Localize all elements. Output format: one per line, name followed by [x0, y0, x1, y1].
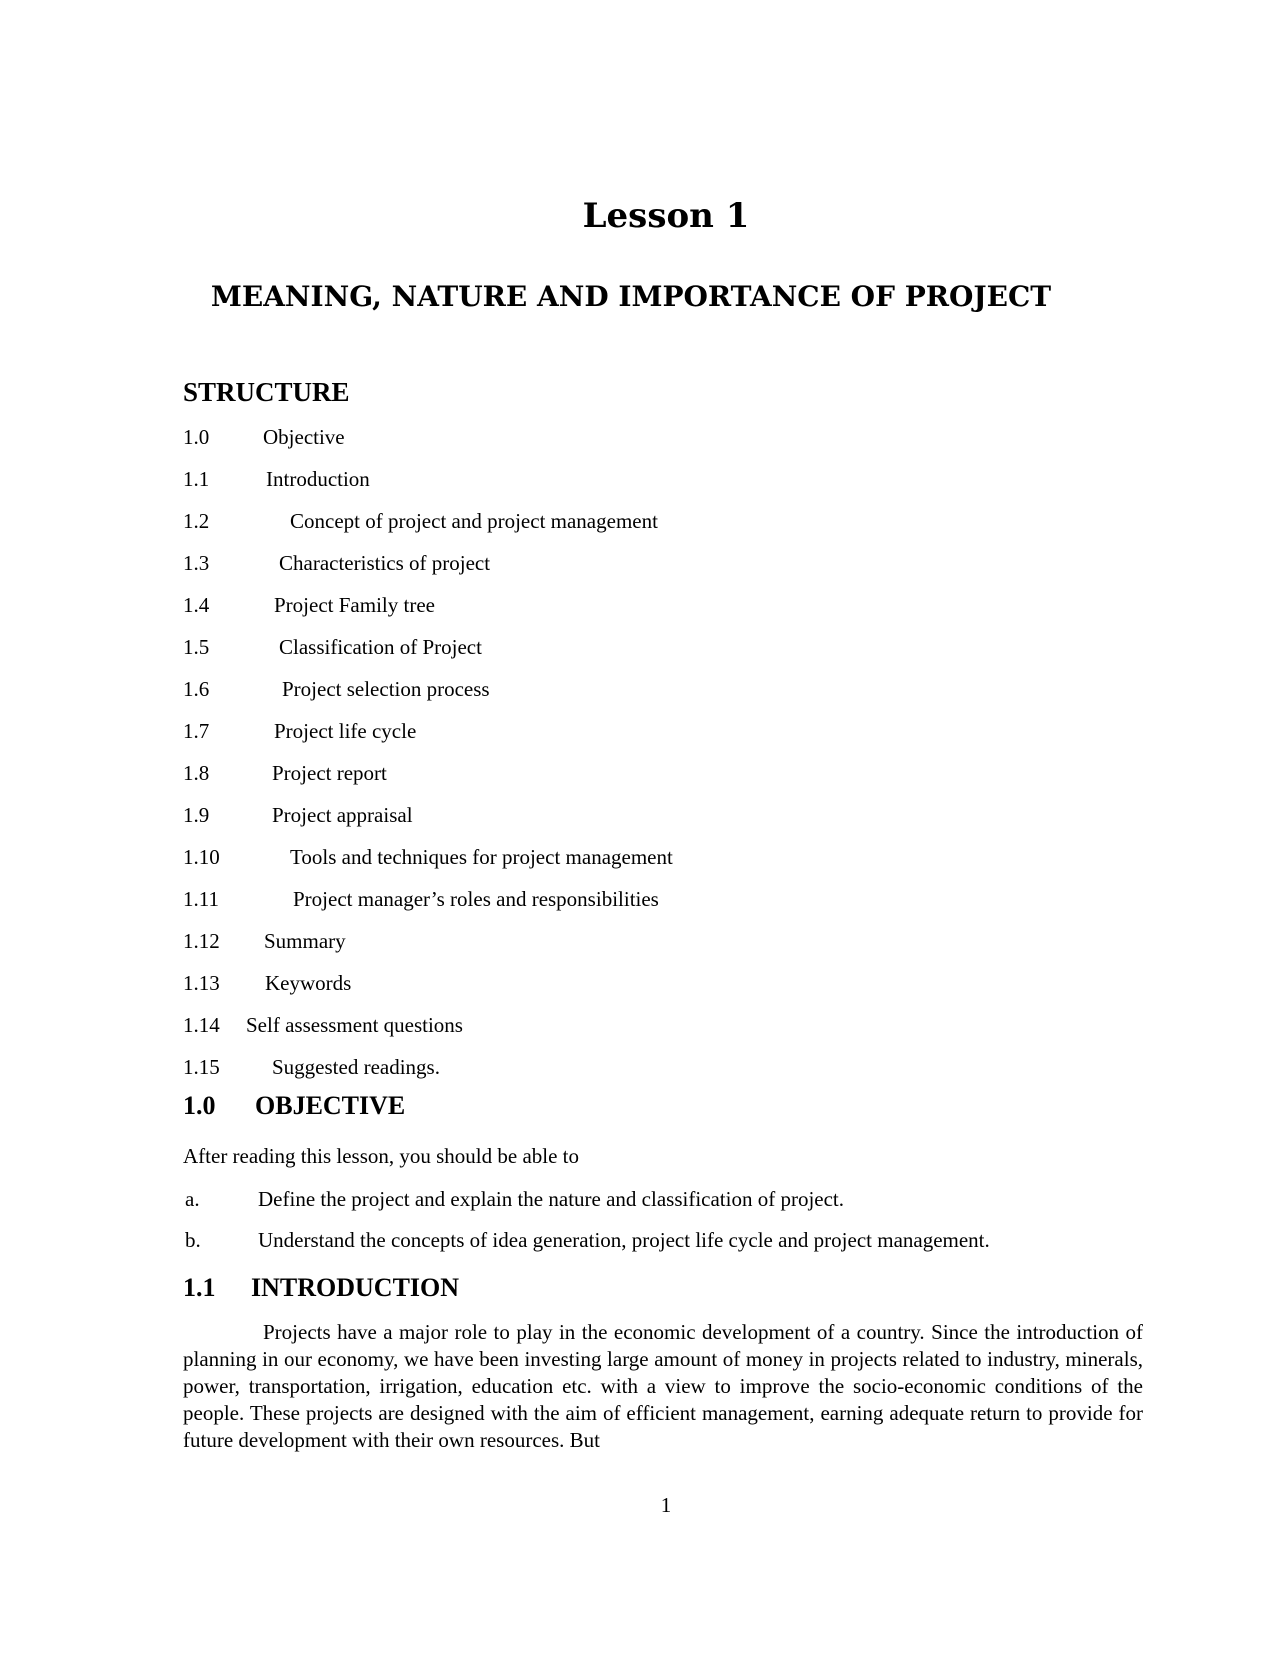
- structure-item-number: 1.7: [183, 719, 210, 743]
- structure-item: [183, 591, 673, 633]
- page-number: 1: [660, 1493, 672, 1517]
- structure-item-label: Classification of Project: [279, 635, 482, 659]
- objective-intro: After reading this lesson, you should be able to: [183, 1144, 580, 1168]
- structure-item-number: 1.15: [183, 1055, 220, 1079]
- structure-item-number: 1.3: [183, 551, 210, 575]
- structure-item: [183, 1053, 673, 1095]
- structure-item-number: 1.5: [183, 635, 210, 659]
- structure-item-number: 1.1: [183, 467, 210, 491]
- objective-item-text: Understand the concepts of idea generation, project life cycle and project management.: [258, 1228, 990, 1252]
- introduction-paragraph: Projects have a major role to play in the economic development of a country. Since the introduction of planning in our economy, we have been investing large amount of money in projects related to industry, minerals, power, transportation, irrigation, education etc. with a view to improve the socio-economic conditions of the people. These projects are designed with the aim of efficient management, earning adequate return to provide for future development with their own resources. But: [183, 1320, 1143, 1452]
- structure-item: [183, 885, 673, 927]
- structure-item: [183, 1011, 673, 1053]
- structure-item: [183, 759, 673, 801]
- introduction-heading: [183, 1272, 459, 1304]
- structure-item-label: Project manager’s roles and responsibilities: [293, 887, 659, 911]
- structure-item: [183, 801, 673, 843]
- structure-item-number: 1.2: [183, 509, 210, 533]
- structure-item-label: Project selection process: [282, 677, 490, 701]
- chapter-title: MEANING, NATURE AND IMPORTANCE OF PROJECT: [210, 280, 1052, 313]
- structure-item-label: Project report: [272, 761, 387, 785]
- structure-item-label: Tools and techniques for project management: [290, 845, 673, 869]
- structure-item: [183, 927, 673, 969]
- structure-item: [183, 675, 673, 717]
- objective-item-marker: b.: [185, 1228, 201, 1252]
- objective-list: [183, 1185, 990, 1267]
- objective-heading-number: 1.0: [183, 1091, 216, 1120]
- structure-item: [183, 843, 673, 885]
- structure-item-label: Objective: [263, 425, 345, 449]
- structure-item-label: Self assessment questions: [246, 1013, 463, 1037]
- structure-item-number: 1.13: [183, 971, 220, 995]
- structure-item-number: 1.14: [183, 1013, 220, 1037]
- structure-item-label: Summary: [264, 929, 346, 953]
- structure-item-label: Keywords: [265, 971, 352, 995]
- structure-item-number: 1.11: [183, 887, 219, 911]
- structure-item: [183, 633, 673, 675]
- structure-item-label: Project life cycle: [274, 719, 417, 743]
- structure-item-number: 1.0: [183, 425, 210, 449]
- structure-item: [183, 549, 673, 591]
- structure-list: [183, 423, 673, 1095]
- structure-item-number: 1.8: [183, 761, 210, 785]
- structure-item-number: 1.10: [183, 845, 220, 869]
- structure-item-number: 1.6: [183, 677, 210, 701]
- structure-item-label: Project appraisal: [272, 803, 413, 827]
- structure-heading: STRUCTURE: [183, 377, 350, 407]
- objective-item: [183, 1185, 990, 1226]
- introduction-heading-text: INTRODUCTION: [251, 1273, 460, 1302]
- structure-item-label: Suggested readings.: [272, 1055, 440, 1079]
- objective-item-marker: a.: [185, 1187, 200, 1211]
- objective-heading-text: OBJECTIVE: [255, 1091, 406, 1120]
- objective-item: [183, 1226, 990, 1267]
- structure-item-number: 1.12: [183, 929, 220, 953]
- introduction-heading-number: 1.1: [183, 1273, 216, 1302]
- structure-item-label: Concept of project and project management: [290, 509, 658, 533]
- structure-item: [183, 507, 673, 549]
- structure-item: [183, 465, 673, 507]
- objective-item-text: Define the project and explain the nature and classification of project.: [258, 1187, 845, 1211]
- structure-item: [183, 717, 673, 759]
- structure-item-number: 1.9: [183, 803, 210, 827]
- structure-item-label: Introduction: [266, 467, 370, 491]
- objective-heading: [183, 1090, 405, 1122]
- structure-item-number: 1.4: [183, 593, 210, 617]
- structure-item: [183, 969, 673, 1011]
- structure-item-label: Characteristics of project: [279, 551, 491, 575]
- lesson-title: Lesson 1: [582, 196, 750, 236]
- structure-item: [183, 423, 673, 465]
- structure-item-label: Project Family tree: [274, 593, 435, 617]
